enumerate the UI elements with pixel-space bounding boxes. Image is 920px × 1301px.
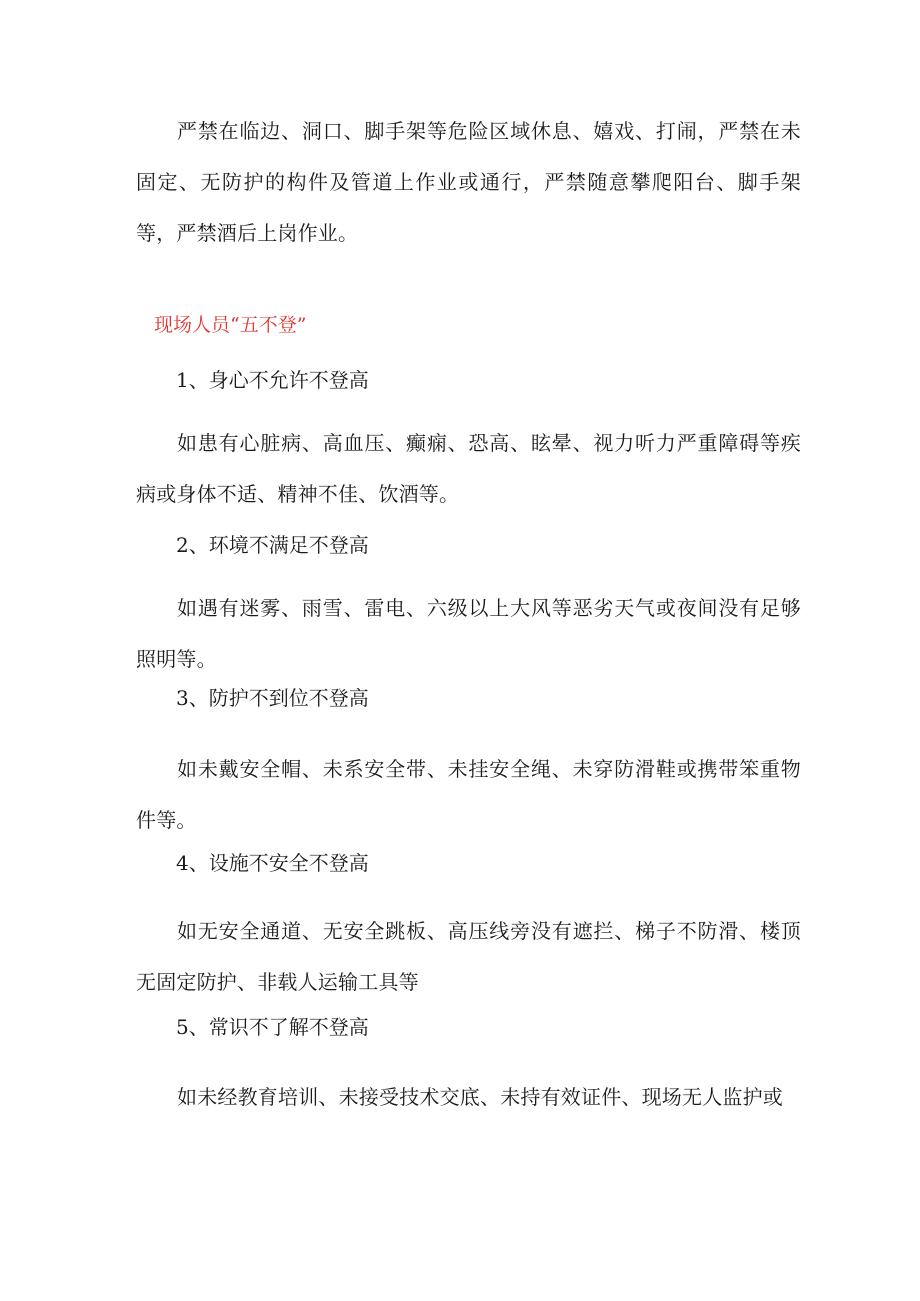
item-4-heading: 4、设施不安全不登高 <box>176 851 369 875</box>
item-2-heading: 2、环境不满足不登高 <box>176 533 369 557</box>
item-3-description: 如未戴安全帽、未系安全带、未挂安全绳、未穿防滑鞋或携带笨重物件等。 <box>136 757 801 832</box>
intro-paragraph: 严禁在临边、洞口、脚手架等危险区域休息、嬉戏、打闹，严禁在未固定、无防护的构件及管道上作业或通行，严禁随意攀爬阳台、脚手架等，严禁酒后上岗作业。 <box>136 119 801 245</box>
section-title: 现场人员“五不登” <box>154 314 307 336</box>
item-5-heading: 5、常识不了解不登高 <box>176 1015 369 1039</box>
item-1-heading: 1、身心不允许不登高 <box>176 368 369 392</box>
item-1-description: 如患有心脏病、高血压、癫痫、恐高、眩晕、视力听力严重障碍等疾病或身体不适、精神不佳、饮酒等。 <box>136 431 801 506</box>
item-3-heading: 3、防护不到位不登高 <box>176 686 369 710</box>
item-5-description: 如未经教育培训、未接受技术交底、未持有效证件、现场无人监护或 <box>177 1085 783 1109</box>
item-2-description: 如遇有迷雾、雨雪、雷电、六级以上大风等恶劣天气或夜间没有足够照明等。 <box>136 596 801 671</box>
item-4-description: 如无安全通道、无安全跳板、高压线旁没有遮拦、梯子不防滑、楼顶无固定防护、非载人运输工具等 <box>136 919 801 994</box>
